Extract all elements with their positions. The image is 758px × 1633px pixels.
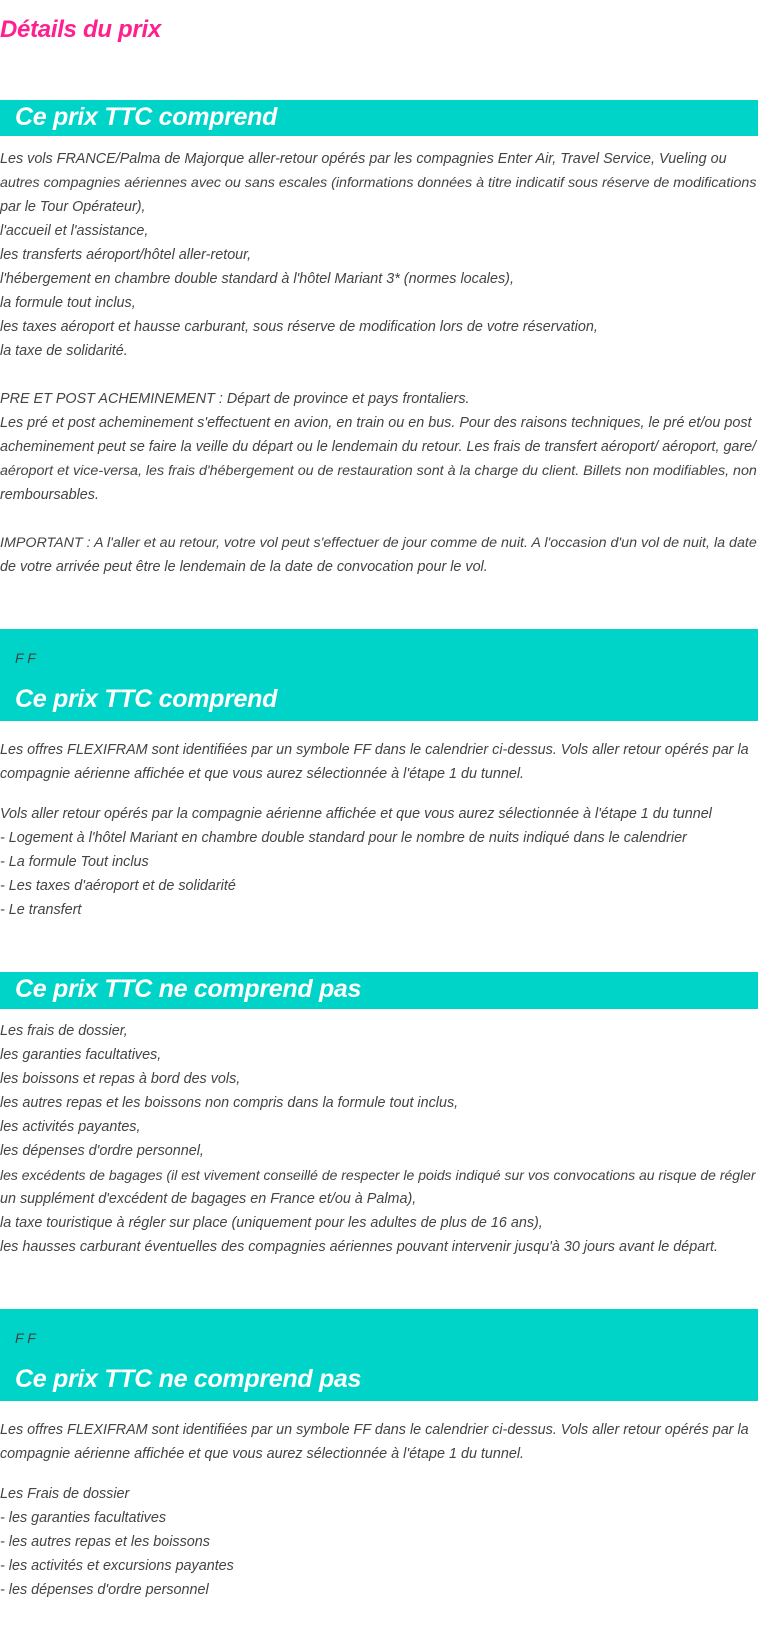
included-details-text [0,147,758,579]
list-item: - les garanties facultatives [0,1510,167,1526]
flexifram-tag: F F [15,1330,36,1346]
text-line: acheminement peut se faire la veille du départ ou le lendemain du retour. Les frais de transfert aéroport/ aéroport, gare/ [0,439,757,455]
excluded-details-text [0,1019,758,1259]
flexifram-included-list [0,802,758,922]
section-heading: Ce prix TTC ne comprend pas [15,1365,362,1393]
text-line: de votre arrivée peut être le lendemain de la date de convocation pour le vol. [0,559,488,575]
text-line: remboursables. [0,487,99,503]
list-item: Les Frais de dossier [0,1486,130,1502]
text-line [0,507,758,531]
text-line: l'accueil et l'assistance, [0,223,149,239]
text-line: compagnie aérienne affichée et que vous aurez sélectionnée à l'étape 1 du tunnel. [0,766,525,782]
list-item: - La formule Tout inclus [0,854,149,870]
text-line: les dépenses d'ordre personnel, [0,1143,204,1159]
text-line: Les offres FLEXIFRAM sont identifiées par un symbole FF dans le calendrier ci-dessus. Vols aller retour opérés par la [0,742,749,758]
text-line: les activités payantes, [0,1119,141,1135]
text-line: les garanties facultatives, [0,1047,162,1063]
list-item: - les dépenses d'ordre personnel [0,1582,209,1598]
list-item: - les activités et excursions payantes [0,1558,234,1574]
list-item: Vols aller retour opérés par la compagnie aérienne affichée et que vous aurez sélectionnée à l'étape 1 du tunnel [0,806,712,822]
text-line: Les frais de dossier, [0,1023,128,1039]
text-line: l'hébergement en chambre double standard à l'hôtel Mariant 3* (normes locales), [0,271,514,287]
text-line: la formule tout inclus, [0,295,136,311]
text-line: autres compagnies aériennes avec ou sans escales (informations données à titre indicatif sous réserve de modifications [0,175,757,191]
text-line: aéroport et vice-versa, les frais d'hébergement ou de restauration sont à la charge du client. Billets non modifiables, non [0,463,757,479]
list-item: - Le transfert [0,902,82,918]
page-title: Détails du prix [0,16,161,43]
section-header-band [0,972,758,1009]
section-header-band [0,629,758,721]
text-line: compagnie aérienne affichée et que vous aurez sélectionnée à l'étape 1 du tunnel. [0,1446,525,1462]
text-line: la taxe de solidarité. [0,343,128,359]
text-line: un supplément d'excédent de bagages en France et/ou à Palma), [0,1191,417,1207]
flexifram-excluded-intro [0,1418,758,1466]
section-heading: Ce prix TTC comprend [15,103,278,131]
section-header-band [0,1309,758,1401]
section-heading: Ce prix TTC comprend [15,685,278,713]
text-line: les autres repas et les boissons non compris dans la formule tout inclus, [0,1095,459,1111]
text-line: la taxe touristique à régler sur place (uniquement pour les adultes de plus de 16 ans), [0,1215,543,1231]
text-line: les boissons et repas à bord des vols, [0,1071,241,1087]
text-line: les hausses carburant éventuelles des compagnies aériennes pouvant intervenir jusqu'à 30 jours avant le départ. [0,1239,718,1255]
text-line: par le Tour Opérateur), [0,199,146,215]
section-header-band [0,100,758,136]
list-item: - les autres repas et les boissons [0,1534,210,1550]
text-line: les excédents de bagages (il est vivement conseillé de respecter le poids indiqué sur vos convocations au risque de régler [0,1167,756,1183]
list-item: - Les taxes d'aéroport et de solidarité [0,878,236,894]
text-line: PRE ET POST ACHEMINEMENT : Départ de province et pays frontaliers. [0,391,470,407]
text-line: Les vols FRANCE/Palma de Majorque aller-retour opérés par les compagnies Enter Air, Travel Service, Vueling ou [0,151,727,167]
list-item: - Logement à l'hôtel Mariant en chambre double standard pour le nombre de nuits indiqué dans le calendrier [0,830,687,846]
text-line: Les offres FLEXIFRAM sont identifiées par un symbole FF dans le calendrier ci-dessus. Vols aller retour opérés par la [0,1422,749,1438]
flexifram-tag: F F [15,650,36,666]
text-line: Les pré et post acheminement s'effectuent en avion, en train ou en bus. Pour des raisons techniques, le pré et/ou post [0,415,752,431]
flexifram-excluded-list [0,1482,758,1602]
text-line: IMPORTANT : A l'aller et au retour, votre vol peut s'effectuer de jour comme de nuit. A l'occasion d'un vol de nuit, la date [0,535,757,551]
text-line: les transferts aéroport/hôtel aller-retour, [0,247,252,263]
text-line [0,363,758,387]
flexifram-included-intro [0,738,758,786]
text-line: les taxes aéroport et hausse carburant, sous réserve de modification lors de votre réservation, [0,319,598,335]
section-heading: Ce prix TTC ne comprend pas [15,975,362,1003]
